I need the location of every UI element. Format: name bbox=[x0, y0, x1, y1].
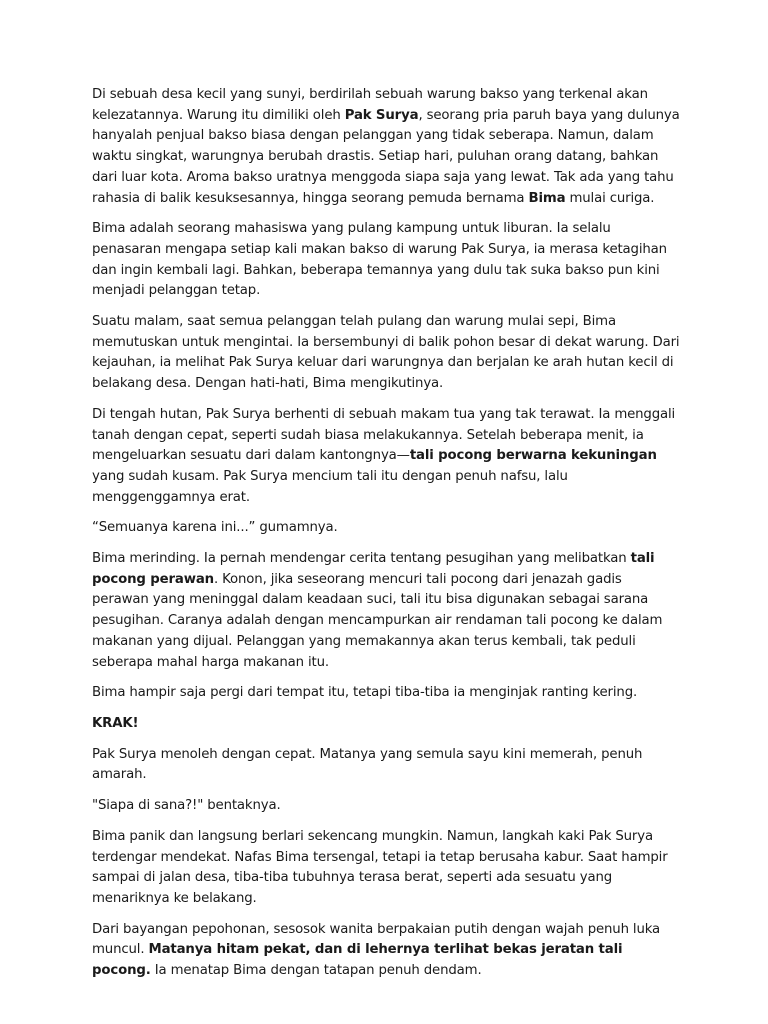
bold-run-tali-pocong-perawan: tali pocong perawan bbox=[92, 551, 655, 587]
paragraph-5-quote bbox=[92, 518, 680, 539]
text-run: Bima adalah seorang mahasiswa yang pulang kampung untuk liburan. Ia selalu penasaran mengapa setiap kali makan bakso di warung Pak Surya, ia merasa ketagihan dan ingin kembali lagi. Bahkan, beberapa temannya yang dulu tak suka bakso pun kini menjadi pelanggan tetap. bbox=[92, 221, 667, 299]
paragraph-3 bbox=[92, 312, 680, 395]
paragraph-2 bbox=[92, 219, 680, 302]
text-run: . Konon, jika seseorang mencuri tali pocong dari jenazah gadis perawan yang meninggal dalam keadaan suci, tali itu bisa digunakan sebagai sarana pesugihan. Caranya adalah dengan mencampurkan air rendaman tali pocong ke dalam makanan yang dijual. Pelanggan yang memakannya akan terus kembali, tak peduli seberapa mahal harga makanan itu. bbox=[92, 571, 663, 670]
paragraph-7 bbox=[92, 683, 680, 704]
paragraph-11 bbox=[92, 827, 680, 910]
text-run: Di tengah hutan, Pak Surya berhenti di sebuah makam tua yang tak terawat. Ia menggali tanah dengan cepat, seperti sudah biasa melakukannya. Setelah beberapa menit, ia mengeluarkan sesuatu dari dalam kantongnya— bbox=[92, 406, 676, 464]
bold-run-bima: Bima bbox=[528, 190, 566, 206]
text-run: Ia menatap Bima dengan tatapan penuh dendam. bbox=[150, 963, 482, 979]
paragraph-6 bbox=[92, 549, 680, 673]
bold-run-pak-surya: Pak Surya bbox=[344, 107, 419, 123]
paragraph-9 bbox=[92, 745, 680, 786]
text-run: Bima hampir saja pergi dari tempat itu, tetapi tiba-tiba ia menginjak ranting kering. bbox=[92, 685, 638, 701]
text-run: “Semuanya karena ini...” gumamnya. bbox=[92, 520, 338, 536]
text-run: mulai curiga. bbox=[565, 190, 655, 206]
text-run: "Siapa di sana?!" bentaknya. bbox=[92, 798, 281, 814]
paragraph-12 bbox=[92, 920, 680, 982]
text-run: Di sebuah desa kecil yang sunyi, berdirilah sebuah warung bakso yang terkenal akan kelezatannya. Warung itu dimiliki oleh bbox=[92, 87, 648, 123]
bold-run-matanya-hitam: Matanya hitam pekat, dan di lehernya terlihat bekas jeratan tali pocong. bbox=[92, 942, 623, 979]
text-run: , seorang pria paruh baya yang dulunya hanyalah penjual bakso biasa dengan pelanggan yang tidak seberapa. Namun, dalam waktu singkat, warungnya berubah drastis. Setiap hari, puluhan orang datang, bahkan dari luar kota. Aroma bakso uratnya menggoda siapa saja yang lewat. Tak ada yang tahu rahasia di balik kesuksesannya, hingga seorang pemuda bernama bbox=[92, 107, 680, 206]
paragraph-10-quote bbox=[92, 796, 680, 817]
text-run: KRAK! bbox=[92, 715, 139, 731]
text-run: Bima merinding. Ia pernah mendengar cerita tentang pesugihan yang melibatkan bbox=[92, 551, 631, 567]
text-run: yang sudah kusam. Pak Surya mencium tali itu dengan penuh nafsu, lalu menggenggamnya erat. bbox=[92, 468, 568, 505]
text-run: Suatu malam, saat semua pelanggan telah pulang dan warung mulai sepi, Bima memutuskan untuk mengintai. Ia bersembunyi di balik pohon besar di dekat warung. Dari kejauhan, ia melihat Pak Surya keluar dari warungnya dan berjalan ke arah hutan kecil di belakang desa. Dengan hati-hati, Bima mengikutinya. bbox=[92, 314, 680, 392]
paragraph-8-krak bbox=[92, 714, 680, 735]
text-run: Pak Surya menoleh dengan cepat. Matanya yang semula sayu kini memerah, penuh amarah. bbox=[92, 746, 643, 783]
text-run: Bima panik dan langsung berlari sekencang mungkin. Namun, langkah kaki Pak Surya terdengar mendekat. Nafas Bima tersengal, tetapi ia tetap berusaha kabur. Saat hampir sampai di jalan desa, tiba-tiba tubuhnya terasa berat, seperti ada sesuatu yang menariknya ke belakang. bbox=[92, 828, 668, 906]
bold-run-tali-pocong: tali pocong berwarna kekuningan bbox=[409, 448, 657, 464]
paragraph-4 bbox=[92, 405, 680, 509]
text-run: Dari bayangan pepohonan, sesosok wanita berpakaian putih dengan wajah penuh luka muncul. bbox=[92, 921, 661, 958]
document-page bbox=[92, 85, 680, 992]
paragraph-1 bbox=[92, 85, 680, 209]
